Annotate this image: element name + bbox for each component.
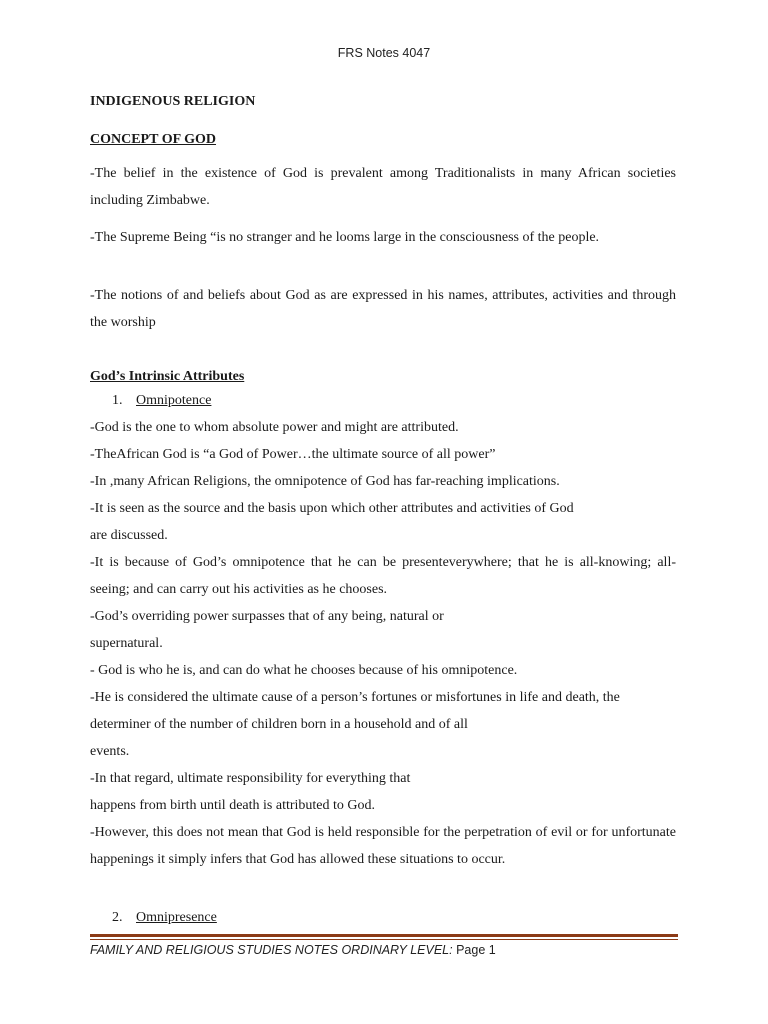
section-1-title [90,387,676,414]
omnipotence-line: -He is considered the ultimate cause of a person’s fortunes or misfortunes in life and death, the [90,690,620,705]
omnipotence-line: -God’s overriding power surpasses that of any being, natural or [90,609,444,624]
footer-rule-thin [90,939,678,940]
section-2-title [90,904,676,931]
section-2-label: Omnipresence [136,910,217,925]
footer-rule-thick [90,934,678,937]
omnipotence-line: -God is the one to whom absolute power and might are attributed. [90,420,459,435]
omnipotence-line: -TheAfrican God is “a God of Power…the ultimate source of all power” [90,447,496,462]
omnipotence-line: happens from birth until death is attributed to God. [90,798,376,813]
intro-paragraph-1: -The belief in the existence of God is prevalent among Traditionalists in many African societies including Zimbabwe. [90,166,676,208]
document-body [90,92,676,931]
omnipotence-line: events. [90,744,130,759]
page-header: FRS Notes 4047 [337,46,431,60]
attributes-heading: God’s Intrinsic Attributes [90,369,245,384]
main-heading: INDIGENOUS RELIGION [90,94,256,109]
omnipotence-line: -It is because of God’s omnipotence that he can be presenteverywhere; that he is all-knowing; all-seeing; and can carry out his activities as he chooses. [90,555,676,597]
intro-paragraph-2: -The Supreme Being “is no stranger and he looms large in the consciousness of the people. [90,230,600,245]
omnipotence-line: -It is seen as the source and the basis upon which other attributes and activities of God [90,501,574,516]
footer-rule [90,934,678,940]
section-1-number: 1. [112,393,123,408]
footer-label: FAMILY AND RELIGIOUS STUDIES NOTES ORDINARY LEVEL: [90,943,453,957]
omnipotence-line: -In ,many African Religions, the omnipotence of God has far-reaching implications. [90,474,560,489]
intro-paragraph-3: -The notions of and beliefs about God as are expressed in his names, attributes, activities and through the worship [90,288,676,330]
section-1-label: Omnipotence [136,393,212,408]
omnipotence-line: supernatural. [90,636,163,651]
omnipotence-line: -However, this does not mean that God is held responsible for the perpetration of evil or for unfortunate happenings it simply infers that God has allowed these situations to occur. [90,825,676,867]
omnipotence-line: -In that regard, ultimate responsibility for everything that [90,771,411,786]
omnipotence-line: - God is who he is, and can do what he chooses because of his omnipotence. [90,663,518,678]
omnipotence-line: determiner of the number of children born in a household and of all [90,717,468,732]
page-footer [90,943,496,957]
concept-heading: CONCEPT OF GOD [90,132,217,147]
section-2-number: 2. [112,910,123,925]
page-number: Page 1 [456,943,496,957]
omnipotence-line: are discussed. [90,528,168,543]
